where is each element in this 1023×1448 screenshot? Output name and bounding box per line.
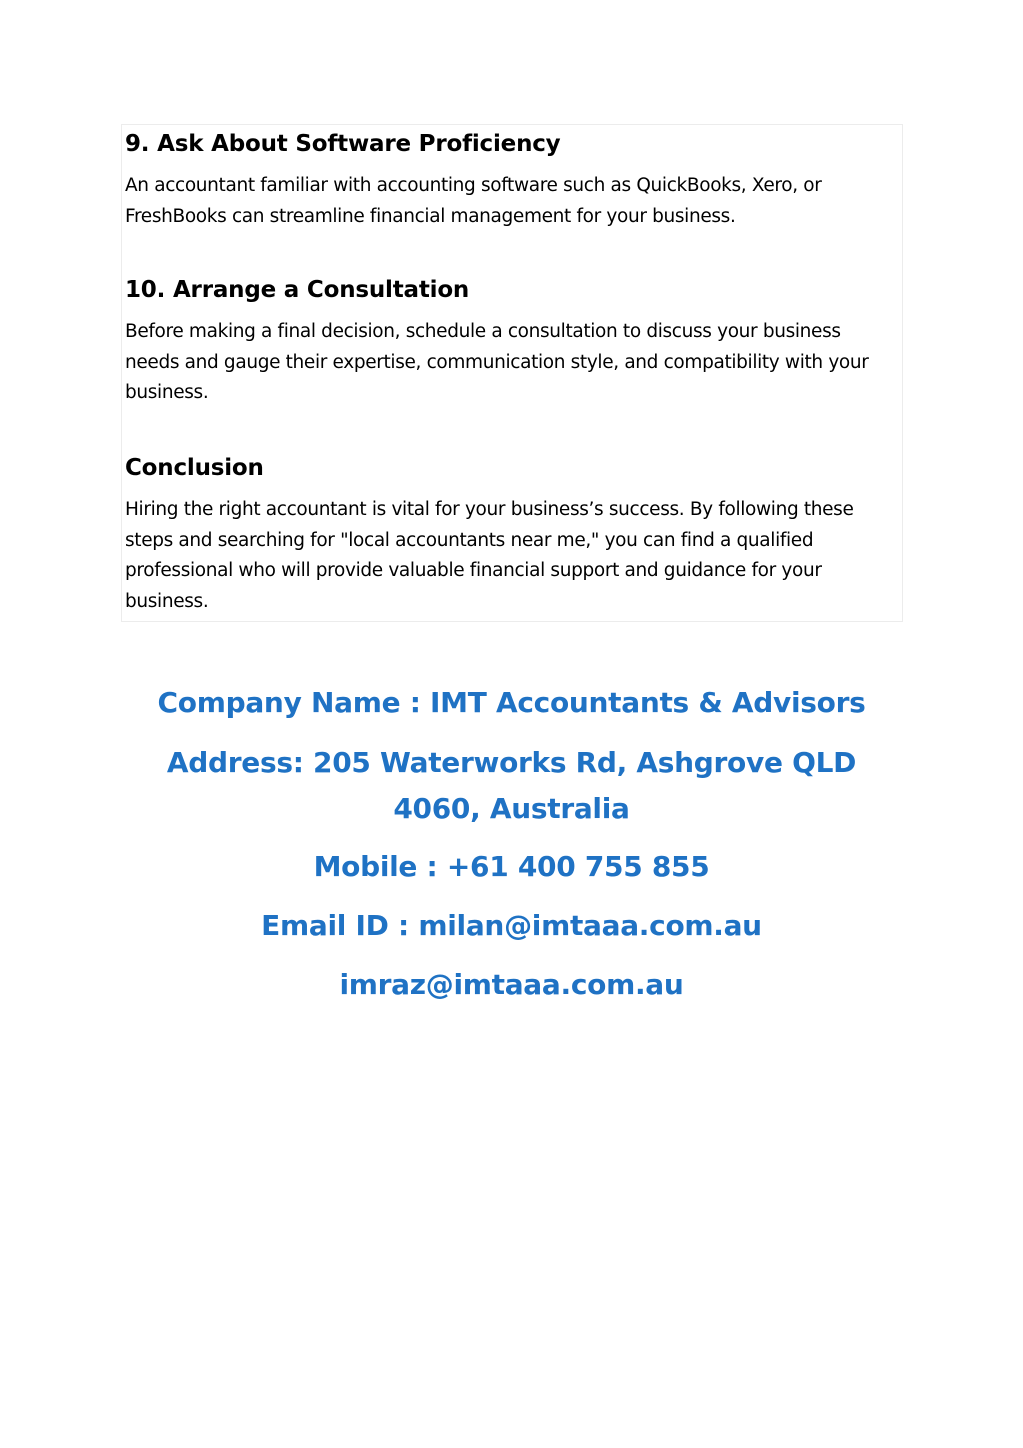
section-body: Before making a final decision, schedule a consultation to discuss your business needs and gauge their expertise, communication style, and compatibility with your business. <box>125 321 869 403</box>
section-heading: 10. Arrange a Consultation <box>125 277 470 303</box>
section-heading: Conclusion <box>125 455 264 481</box>
article-content-box <box>121 124 903 622</box>
company-email-secondary: imraz@imtaaa.com.au <box>339 968 684 1001</box>
company-name: Company Name : IMT Accountants & Advisors <box>157 686 866 719</box>
section-body: An accountant familiar with accounting software such as QuickBooks, Xero, or FreshBooks can streamline financial management for your business. <box>125 175 822 227</box>
section-arrange-consultation <box>125 275 895 409</box>
section-conclusion <box>125 453 895 617</box>
section-software-proficiency <box>125 129 895 232</box>
section-body: Hiring the right accountant is vital for your business’s success. By following these steps and searching for "local accountants near me," you can find a qualified professional who will provide valuable financial support and guidance for your business. <box>125 499 854 612</box>
company-address: Address: 205 Waterworks Rd, Ashgrove QLD 4060, Australia <box>166 746 857 825</box>
company-email-primary: Email ID : milan@imtaaa.com.au <box>261 909 762 942</box>
section-heading: 9. Ask About Software Proficiency <box>125 131 561 157</box>
company-mobile: Mobile : +61 400 755 855 <box>313 850 710 883</box>
